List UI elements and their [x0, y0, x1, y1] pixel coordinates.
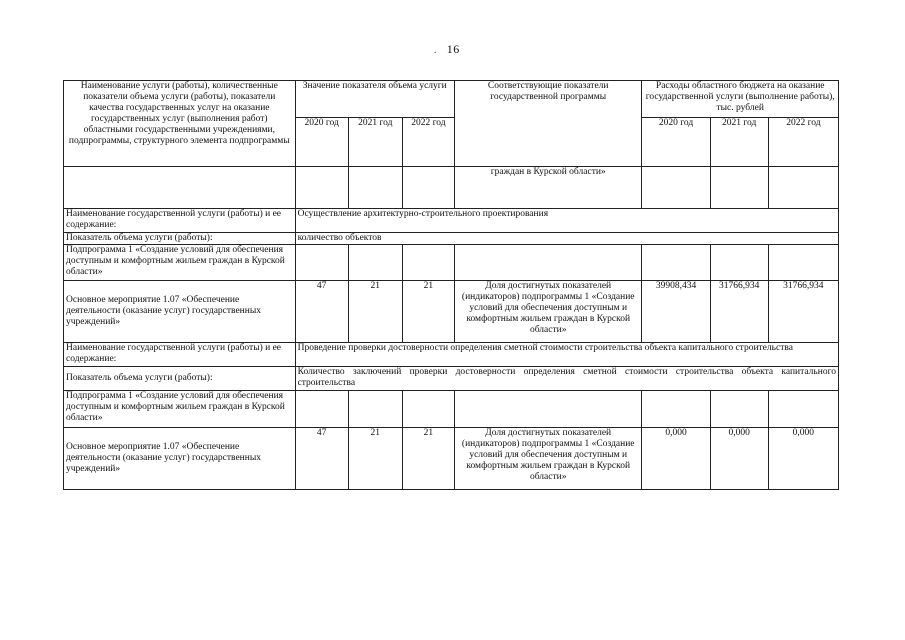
cell-empty: [402, 245, 454, 281]
cell-empty: [642, 245, 710, 281]
cell-empty: [348, 167, 402, 209]
section2-name-row: [64, 343, 839, 367]
cell-empty: [768, 167, 838, 209]
section1-indicator-row: [64, 233, 839, 245]
header-program-indicators: Соответствующие показатели государственной программы: [454, 81, 641, 167]
continuation-row: [64, 167, 839, 209]
section2-subprogram: Подпрограмма 1 «Создание условий для обеспечения доступным и комфортным жильем граждан в Курской области»: [64, 391, 296, 428]
section1-measure: Основное мероприятие 1.07 «Обеспечение деятельности (оказание услуг) государственных учреждений»: [64, 281, 296, 343]
section1-name-row: [64, 209, 839, 233]
section2-expense-2020: 0,000: [642, 428, 710, 490]
section2-measure: Основное мероприятие 1.07 «Обеспечение деятельности (оказание услуг) государственных учреждений»: [64, 428, 296, 490]
continuation-text: граждан в Курской области»: [454, 167, 641, 209]
header-expenses-group: Расходы областного бюджета на оказание государственной услуги (выполнение работы), тыс. рублей: [642, 81, 839, 118]
section1-expense-2020: 39908,434: [642, 281, 710, 343]
cell-empty: [402, 391, 454, 428]
section2-program-indicator: Доля достигнутых показателей (индикаторов) подпрограммы 1 «Создание условий для обеспечения доступным и комфортным жильем граждан в Курской области»: [454, 428, 641, 490]
cell-empty: [710, 167, 768, 209]
header-expense-year-2021: 2021 год: [710, 118, 768, 167]
cell-empty: [710, 391, 768, 428]
cell-empty: [768, 245, 838, 281]
section1-name-label: Наименование государственной услуги (работы) и ее содержание:: [64, 209, 296, 233]
header-service-name: Наименование услуги (работы), количественные показатели объема услуги (работы), показатели качества государственных услуг на оказание государственных услуг (выполнения работ) областными государственными учреждениями, подпрограммы, структурного элемента подпрограммы: [64, 81, 296, 167]
section1-name-value: Осуществление архитектурно-строительного проектирования: [295, 209, 838, 233]
header-volume-year-2021: 2021 год: [348, 118, 402, 167]
cell-empty: [710, 245, 768, 281]
section2-volume-2021: 21: [348, 428, 402, 490]
section1-volume-2020: 47: [295, 281, 348, 343]
cell-empty: [348, 245, 402, 281]
cell-empty: [295, 245, 348, 281]
section2-expense-2022: 0,000: [768, 428, 838, 490]
cell-empty: [454, 245, 641, 281]
cell-empty: [642, 391, 710, 428]
header-volume-year-2022: 2022 год: [402, 118, 454, 167]
header-expense-year-2022: 2022 год: [768, 118, 838, 167]
header-volume-group: Значение показателя объема услуги: [295, 81, 454, 118]
section2-name-label: Наименование государственной услуги (работы) и ее содержание:: [64, 343, 296, 367]
section1-expense-2021: 31766,934: [710, 281, 768, 343]
section1-subprogram: Подпрограмма 1 «Создание условий для обеспечения доступным и комфортным жильем граждан в Курской области»: [64, 245, 296, 281]
section1-expense-2022: 31766,934: [768, 281, 838, 343]
cell-empty: [402, 167, 454, 209]
section2-measure-row: [64, 428, 839, 490]
section1-indicator-value: количество объектов: [295, 233, 838, 245]
section1-indicator-label: Показатель объема услуги (работы):: [64, 233, 296, 245]
section1-volume-2021: 21: [348, 281, 402, 343]
section2-indicator-row: [64, 367, 839, 391]
section2-volume-2022: 21: [402, 428, 454, 490]
section1-subprogram-row: [64, 245, 839, 281]
section2-subprogram-row: [64, 391, 839, 428]
cell-empty: [768, 391, 838, 428]
section1-measure-row: [64, 281, 839, 343]
services-table: [63, 80, 839, 490]
cell-empty: [295, 167, 348, 209]
header-volume-year-2020: 2020 год: [295, 118, 348, 167]
section2-indicator-label: Показатель объема услуги (работы):: [64, 367, 296, 391]
cell-empty: [454, 391, 641, 428]
section2-volume-2020: 47: [295, 428, 348, 490]
section1-volume-2022: 21: [402, 281, 454, 343]
cell-empty: [295, 391, 348, 428]
section2-expense-2021: 0,000: [710, 428, 768, 490]
page-number-value: 16: [446, 42, 460, 56]
section2-indicator-value: Количество заключений проверки достоверности определения сметной стоимости строительства объекта капитального строительства: [295, 367, 838, 391]
header-expense-year-2020: 2020 год: [642, 118, 710, 167]
header-row: [64, 81, 839, 118]
section1-program-indicator: Доля достигнутых показателей (индикаторов) подпрограммы 1 «Создание условий для обеспечения доступным и комфортным жильем граждан в Курской области»: [454, 281, 641, 343]
cell-empty: [348, 391, 402, 428]
page-dot: .: [434, 45, 437, 55]
section2-name-value: Проведение проверки достоверности определения сметной стоимости строительства объекта капитального строительства: [295, 343, 838, 367]
cell-empty: [642, 167, 710, 209]
cell-empty: [64, 167, 296, 209]
page-number: [434, 42, 460, 57]
